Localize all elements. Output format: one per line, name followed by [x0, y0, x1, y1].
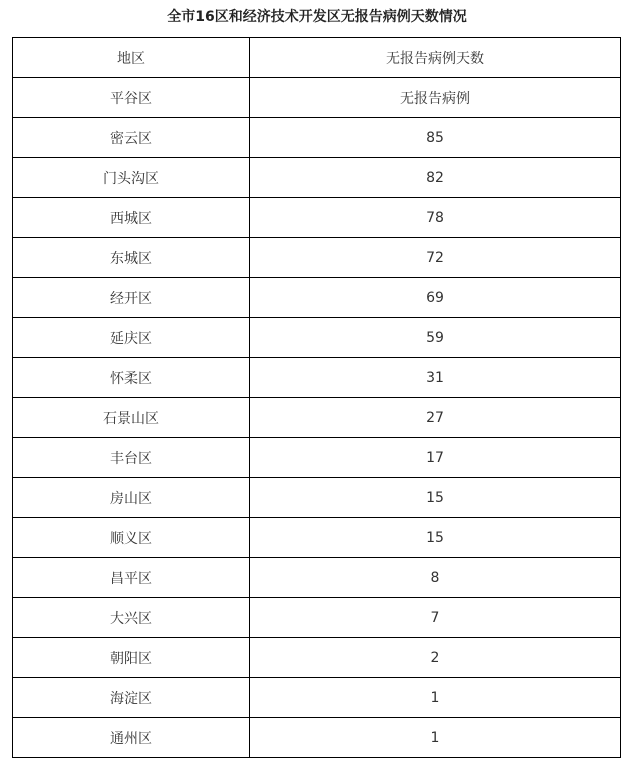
- region-cell: 昌平区: [13, 558, 250, 598]
- header-days: 无报告病例天数: [250, 38, 621, 78]
- region-cell: 丰台区: [13, 438, 250, 478]
- page-title: 全市16区和经济技术开发区无报告病例天数情况: [167, 9, 467, 25]
- region-cell: 密云区: [13, 118, 250, 158]
- table-row: [13, 558, 621, 598]
- region-cell: 东城区: [13, 238, 250, 278]
- days-cell: 72: [250, 238, 621, 278]
- table-row: [13, 158, 621, 198]
- days-cell: 7: [250, 598, 621, 638]
- days-cell: 27: [250, 398, 621, 438]
- region-cell: 海淀区: [13, 678, 250, 718]
- table-row: [13, 318, 621, 358]
- days-cell: 15: [250, 518, 621, 558]
- table-header-row: [13, 38, 621, 78]
- header-region: 地区: [13, 38, 250, 78]
- region-cell: 石景山区: [13, 398, 250, 438]
- table-row: [13, 438, 621, 478]
- days-cell: 1: [250, 718, 621, 758]
- region-cell: 通州区: [13, 718, 250, 758]
- data-table: [12, 37, 621, 758]
- days-cell: 78: [250, 198, 621, 238]
- table-row: [13, 118, 621, 158]
- days-cell: 17: [250, 438, 621, 478]
- table-row: [13, 598, 621, 638]
- table-row: [13, 678, 621, 718]
- table-row: [13, 278, 621, 318]
- days-cell: 15: [250, 478, 621, 518]
- region-cell: 延庆区: [13, 318, 250, 358]
- days-cell: 69: [250, 278, 621, 318]
- region-cell: 房山区: [13, 478, 250, 518]
- region-cell: 大兴区: [13, 598, 250, 638]
- table-row: [13, 478, 621, 518]
- days-cell: 无报告病例: [250, 78, 621, 118]
- days-cell: 1: [250, 678, 621, 718]
- table-body: [13, 78, 621, 758]
- region-cell: 经开区: [13, 278, 250, 318]
- table-row: [13, 358, 621, 398]
- table-row: [13, 78, 621, 118]
- table-row: [13, 638, 621, 678]
- days-cell: 82: [250, 158, 621, 198]
- days-cell: 85: [250, 118, 621, 158]
- table-row: [13, 518, 621, 558]
- region-cell: 平谷区: [13, 78, 250, 118]
- table-row: [13, 718, 621, 758]
- table-row: [13, 398, 621, 438]
- region-cell: 门头沟区: [13, 158, 250, 198]
- table-row: [13, 238, 621, 278]
- region-cell: 怀柔区: [13, 358, 250, 398]
- days-cell: 2: [250, 638, 621, 678]
- region-cell: 朝阳区: [13, 638, 250, 678]
- table-row: [13, 198, 621, 238]
- days-cell: 8: [250, 558, 621, 598]
- region-cell: 西城区: [13, 198, 250, 238]
- days-cell: 59: [250, 318, 621, 358]
- region-cell: 顺义区: [13, 518, 250, 558]
- days-cell: 31: [250, 358, 621, 398]
